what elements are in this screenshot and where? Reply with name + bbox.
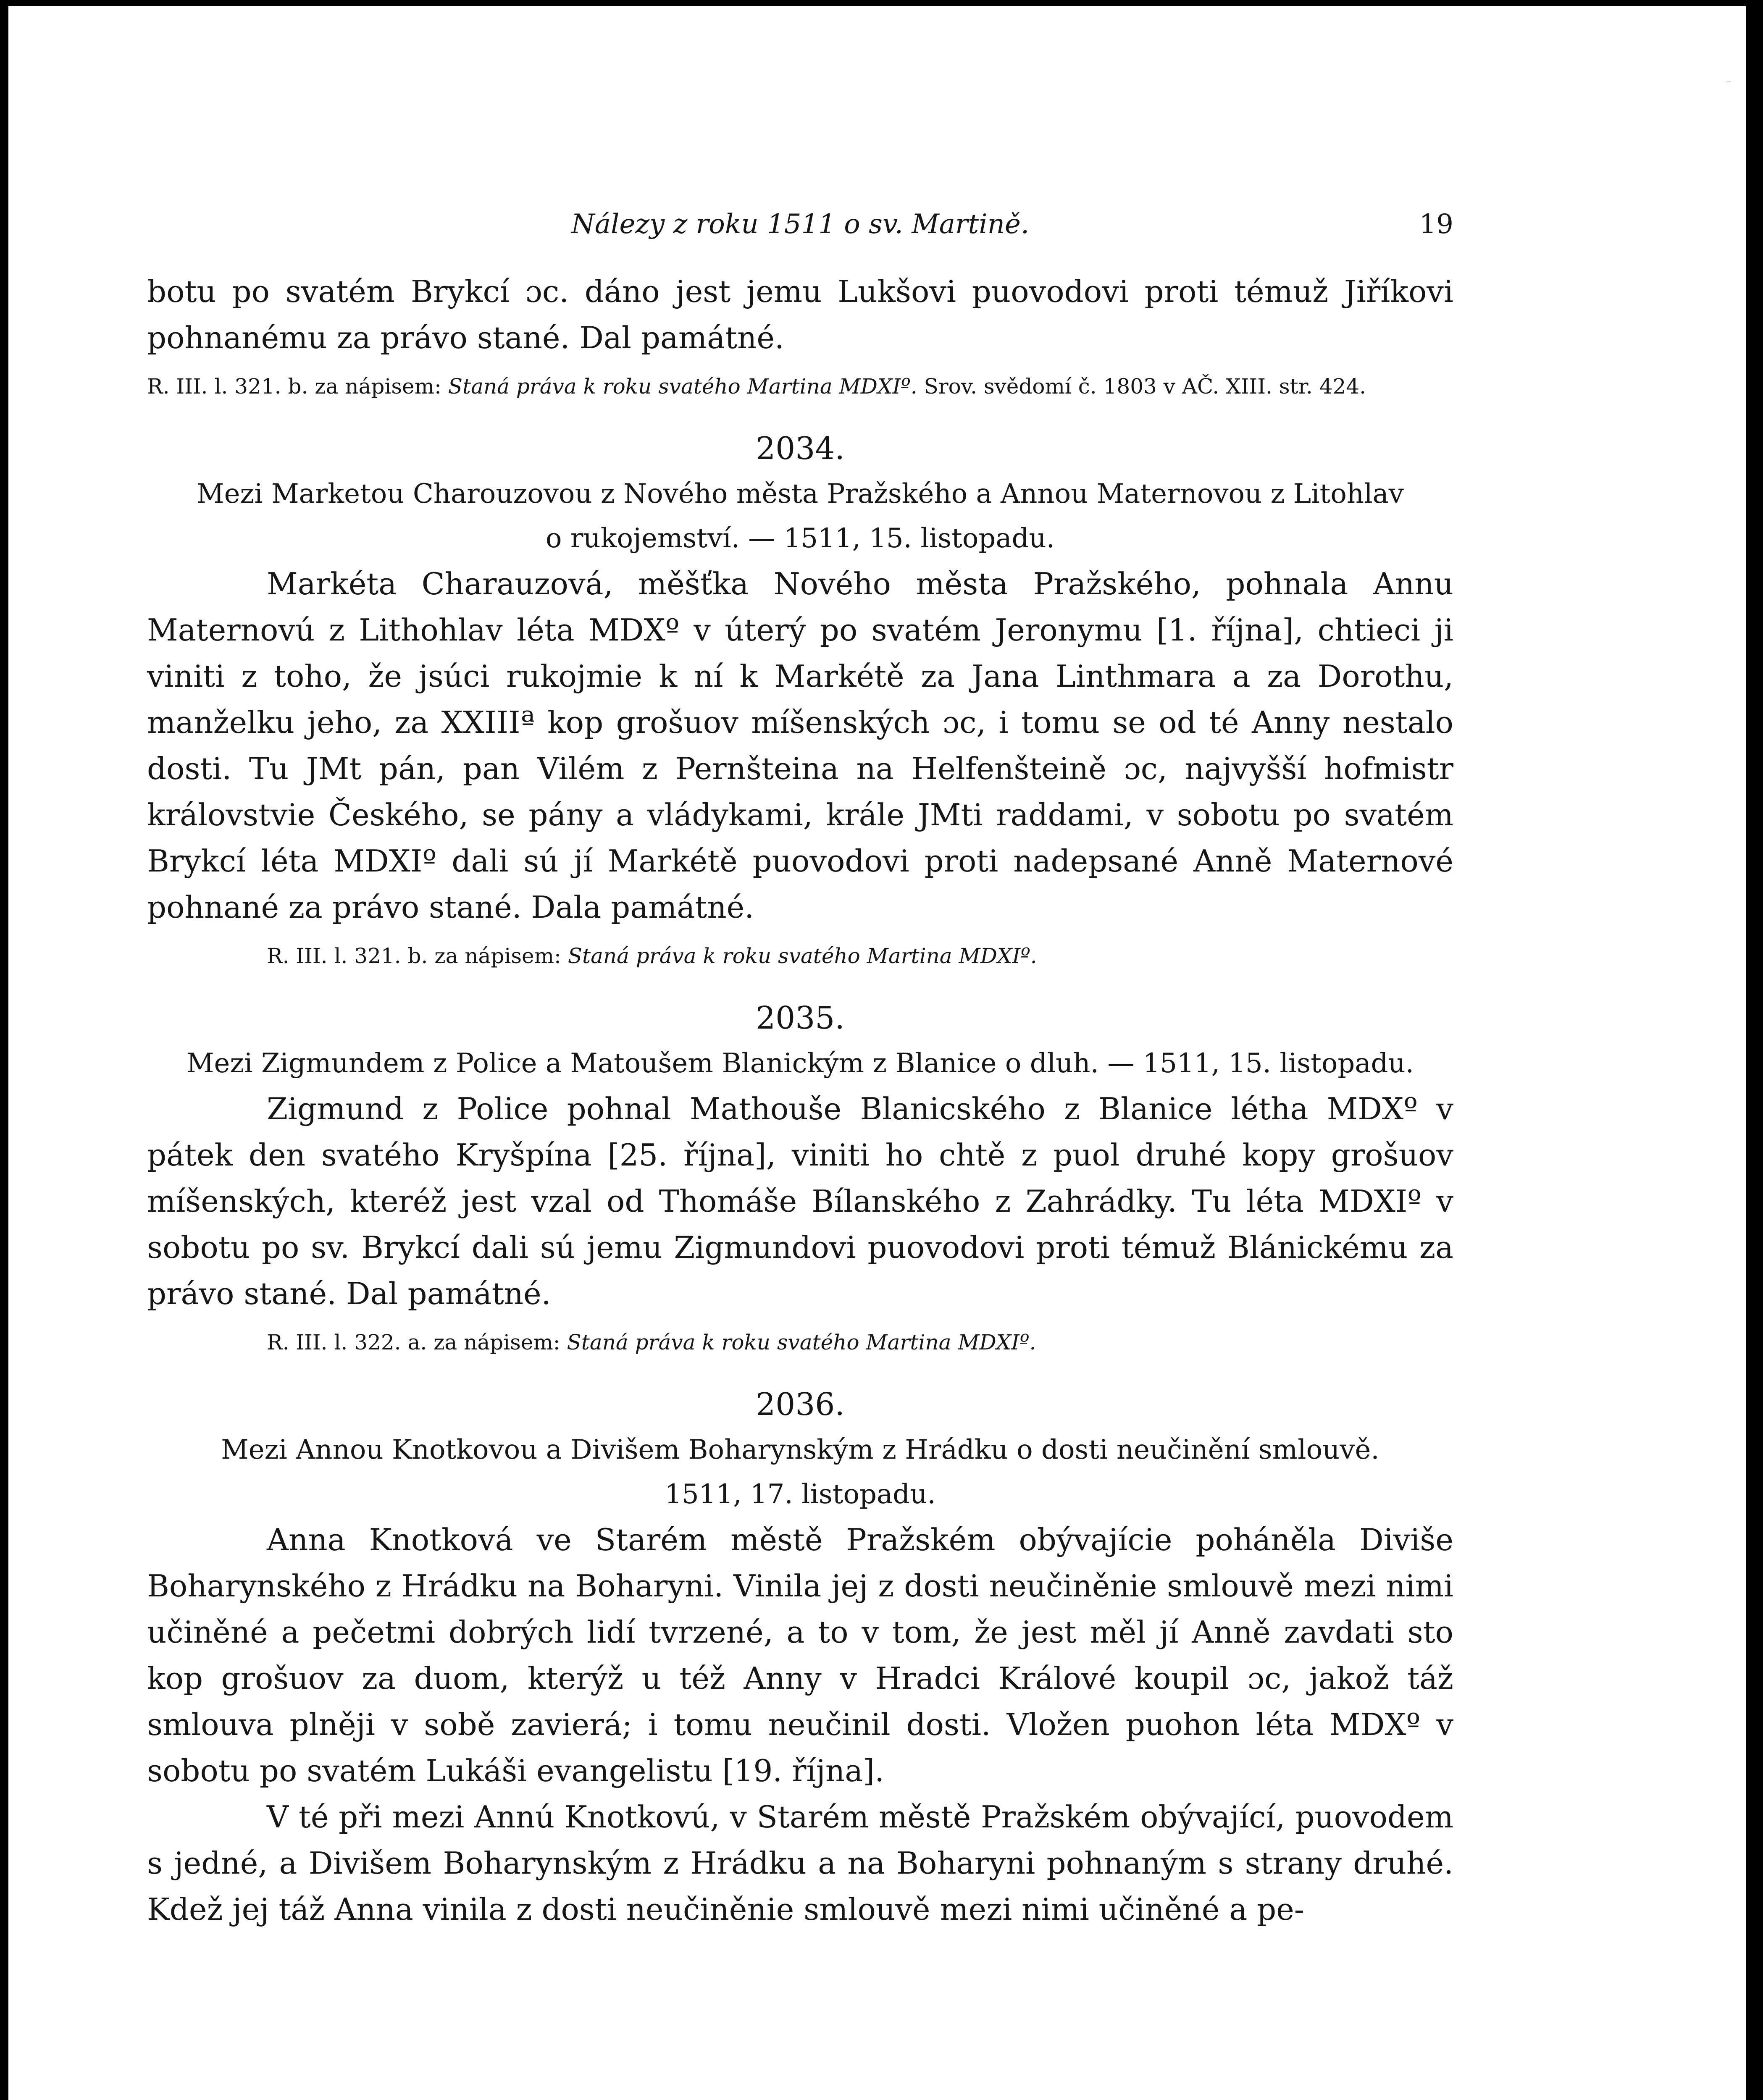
entry-number: 2034. xyxy=(756,430,845,467)
source-prefix: R. III. l. 322. a. za nápisem: xyxy=(267,1330,560,1354)
entry-paragraph: Markéta Charauzová, měšťka Nového města Pražského, pohnala Annu Maternovú z Lithohlav léta MDXº v úterý po svatém Jeronymu [1. října], chtieci ji viniti z toho, že jsúci rukojmie k ní k Markétě za Jana Linthmara a za Dorothu, manželku jeho, za XXIIIª kop grošuov míšenských ɔc, i tomu se od té Anny nestalo dosti. Tu JMt pán, pan Vilém z Pernšteina na Helfenšteině ɔc, najvyšší hofmistr královstvie Českého, se pány a vládykami, krále JMti raddami, v sobotu po svatém Brykcí léta MDXIº dali sú jí Markétě puovodovi proti nadepsané Anně Maternové pohnané za právo stané. Dala památné. xyxy=(147,566,1453,925)
entry-2036 xyxy=(147,1381,1453,1932)
entry-2035 xyxy=(147,995,1453,1360)
scan-edge-mark xyxy=(1726,81,1731,82)
entry-title xyxy=(147,1428,1453,1517)
entry-title-line: Mezi Marketou Charouzovou z Nového města Pražského a Annou Maternovou z Litohlav xyxy=(197,478,1404,509)
entry-paragraph: V té při mezi Annú Knotkovú, v Starém městě Pražském obývající, puovodem s jedné, a Divišem Boharynským z Hrádku a na Boharyni pohnaným s strany druhé. Kdež jej táž Anna vinila z dosti neučiněnie smlouvě mezi nimi učiněné a pe- xyxy=(147,1799,1453,1927)
opening-source-note xyxy=(147,368,1453,404)
entry-source-note xyxy=(147,938,1453,974)
entry-paragraph: Zigmund z Police pohnal Mathouše Blanicského z Blanice létha MDXº v pátek den svatého Kryšpína [25. října], viniti ho chtě z puol druhé kopy grošuov míšenských, kteréž jest vzal od Thomáše Bílanského z Zahrádky. Tu léta MDXIº v sobotu po sv. Brykcí dali sú jemu Zigmundovi puovodovi proti témuž Blánickému za právo stané. Dal památné. xyxy=(147,1091,1453,1311)
source-prefix: R. III. l. 321. b. za nápisem: xyxy=(147,374,441,399)
entry-title-line: Mezi Zigmundem z Police a Matoušem Blanickým z Blanice o dluh. — 1511, 15. listopadu. xyxy=(186,1048,1414,1079)
entry-source-note xyxy=(147,1324,1453,1360)
page-number: 19 xyxy=(1419,209,1453,240)
page-content xyxy=(147,268,1453,1932)
entry-title-line: 1511, 17. listopadu. xyxy=(665,1479,936,1510)
entry-paragraph: Anna Knotková ve Starém městě Pražském obývajície poháněla Diviše Boharynského z Hrádku na Boharyni. Vinila jej z dosti neučiněnie smlouvě mezi nimi učiněné a pečetmi dobrých lidí tvrzené, a to v tom, že jest měl jí Anně zavdati sto kop grošuov za duom, kterýž u též Anny v Hradci Králové koupil ɔc, jakož táž smlouva plněji v sobě zavierá; i tomu neučinil dosti. Vložen puohon léta MDXº v sobotu po svatém Lukáši evangelistu [19. října]. xyxy=(147,1522,1453,1788)
entry-title-line: Mezi Annou Knotkovou a Divišem Boharynským z Hrádku o dosti neučinění smlouvě. xyxy=(221,1434,1379,1465)
entry-title xyxy=(147,472,1453,561)
scanned-page xyxy=(8,6,1746,2100)
source-title: Staná práva k roku svatého Martina MDXIº. xyxy=(448,374,917,399)
page-header xyxy=(147,203,1453,245)
entry-number: 2036. xyxy=(756,1386,845,1423)
opening-paragraph: botu po svatém Brykcí ɔc. dáno jest jemu Lukšovi puovodovi proti témuž Jiříkovi pohnanému za právo stané. Dal památné. xyxy=(147,274,1453,355)
entry-title-line: o rukojemství. — 1511, 15. listopadu. xyxy=(546,523,1055,554)
source-prefix: R. III. l. 321. b. za nápisem: xyxy=(267,944,561,968)
source-title: Staná práva k roku svatého Martina MDXIº. xyxy=(568,944,1037,968)
entry-2034 xyxy=(147,425,1453,974)
source-title: Staná práva k roku svatého Martina MDXIº. xyxy=(567,1330,1036,1354)
source-suffix: Srov. svědomí č. 1803 v AČ. XIII. str. 424. xyxy=(924,374,1366,399)
entry-number: 2035. xyxy=(756,1000,845,1036)
running-head: Nálezy z roku 1511 o sv. Martině. xyxy=(571,209,1030,240)
entry-title xyxy=(147,1041,1453,1086)
